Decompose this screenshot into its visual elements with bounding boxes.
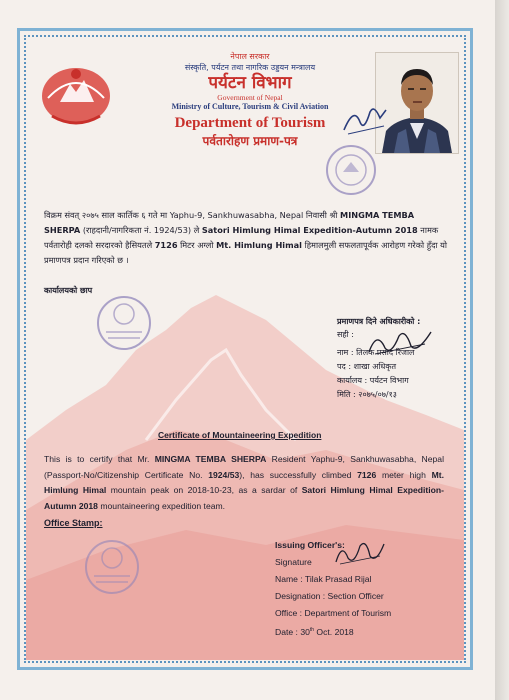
- np-date-label: मिति :: [337, 390, 356, 399]
- government-english: Government of Nepal: [217, 93, 283, 102]
- np-post-label: पद :: [337, 362, 352, 371]
- office-stamp-label-nepali: कार्यालयको छाप: [44, 286, 93, 295]
- en-text-part4: meter high: [376, 469, 432, 480]
- en-text-part5: mountain peak on 2018-10-23, as a sardar of: [106, 485, 302, 495]
- ministry-nepali: संस्कृति, पर्यटन तथा नागरिक उड्डयन मन्त्रालय: [184, 63, 316, 72]
- np-signature-row: [337, 328, 414, 342]
- np-office-value: पर्यटन विभाग: [369, 376, 409, 385]
- en-expedition-name: Satori Himlung Himal Expedition-Autumn 2018: [44, 485, 445, 511]
- np-name-row: [337, 346, 414, 360]
- issue-date: [275, 622, 391, 641]
- issuing-officer-heading: Issuing Officer's:: [275, 540, 345, 550]
- np-date-row: [337, 388, 414, 402]
- certificate-title-nepali: पर्वतारोहण प्रमाण-पत्र: [202, 134, 298, 148]
- en-climber-name: MINGMA TEMBA SHERPA: [154, 454, 267, 464]
- office-stamp-nepali-section: [92, 292, 156, 354]
- en-text-part2: Resident Yaphu-9, Sankhuwasabha, Nepal (Passport-No/Citizenship Certificate No.: [44, 454, 444, 480]
- ministry-english: Ministry of Culture, Tourism & Civil Aviation: [171, 102, 329, 111]
- english-certification-text: [44, 452, 444, 514]
- issue-date-month-year: Oct. 2018: [314, 626, 354, 637]
- np-text-part4: मिटर अग्लो: [177, 240, 217, 250]
- en-officer-signature: [332, 536, 388, 568]
- en-peak-height: 7126: [357, 469, 377, 480]
- np-text-part1: विक्रम संवत् २०७५ साल कार्तिक ६ गते मा Yaphu-9, Sankhuwasabha, Nepal निवासी श्री: [44, 210, 341, 220]
- np-office-row: [337, 374, 414, 388]
- en-text-part1: This is to certify that Mr.: [44, 454, 155, 464]
- government-nepali: नेपाल सरकार: [230, 52, 270, 61]
- np-peak-height: 7126: [154, 240, 178, 250]
- nepali-certification-text: [44, 208, 450, 268]
- issue-date-prefix: Date : 30: [275, 626, 310, 637]
- np-name-label: नाम :: [337, 348, 354, 357]
- nepal-emblem-icon: [38, 58, 114, 130]
- en-certificate-number: 1924/53: [208, 469, 240, 480]
- signature-label: Signature: [275, 557, 312, 567]
- np-name-value: तिलक प्रसाद रिजाल: [356, 348, 415, 357]
- np-date-value: २०७५/०७/१३: [358, 390, 397, 399]
- np-office-label: कार्यालय :: [337, 376, 368, 385]
- np-expedition-name: Satori Himlung Himal Expedition-Autumn 2018: [201, 225, 418, 235]
- np-peak-name: Mt. Himlung Himal: [216, 240, 302, 250]
- np-signature-label: सही :: [337, 330, 354, 339]
- page-edge: [495, 0, 509, 700]
- officer-designation: Designation : Section Officer: [275, 591, 384, 601]
- department-english: Department of Tourism: [174, 115, 326, 131]
- certificate-title-english: Certificate of Mountaineering Expedition: [158, 430, 322, 440]
- np-issuing-officer-title: प्रमाणपत्र दिने अधिकारीको :: [337, 317, 421, 326]
- photo-signature: [340, 100, 390, 136]
- en-text-part6: mountaineering expedition team.: [97, 500, 226, 511]
- np-text-part2: (राहदानी/नागरिकता नं. 1924/53) ले: [80, 225, 202, 235]
- np-officer-details: [337, 328, 414, 402]
- np-post-row: [337, 360, 414, 374]
- en-text-part3: ), has successfully climbed: [239, 469, 358, 480]
- en-peak-name: Mt. Himlung Himal: [44, 469, 444, 495]
- np-text-part5: हिमालमुली सफलतापूर्वक आरोहण गरेको हुँदा यो प्रमाणपत्र प्रदान गरिएको छ ।: [44, 240, 448, 265]
- officer-office: Office : Department of Tourism: [275, 608, 392, 618]
- issue-date-suffix-ordinal: th: [309, 627, 315, 633]
- office-stamp-label-english: Office Stamp:: [44, 518, 103, 528]
- department-nepali: पर्यटन विभाग: [208, 73, 292, 93]
- np-text-part3: नामक पर्वतारोही दलको सरदारको हैसियतले: [44, 225, 439, 250]
- np-climber-name: MINGMA TEMBA SHERPA: [44, 210, 415, 235]
- office-stamp-english-section: [80, 536, 144, 598]
- officer-name: Name : Tilak Prasad Rijal: [275, 574, 372, 584]
- np-post-value: शाखा अधिकृत: [353, 362, 397, 371]
